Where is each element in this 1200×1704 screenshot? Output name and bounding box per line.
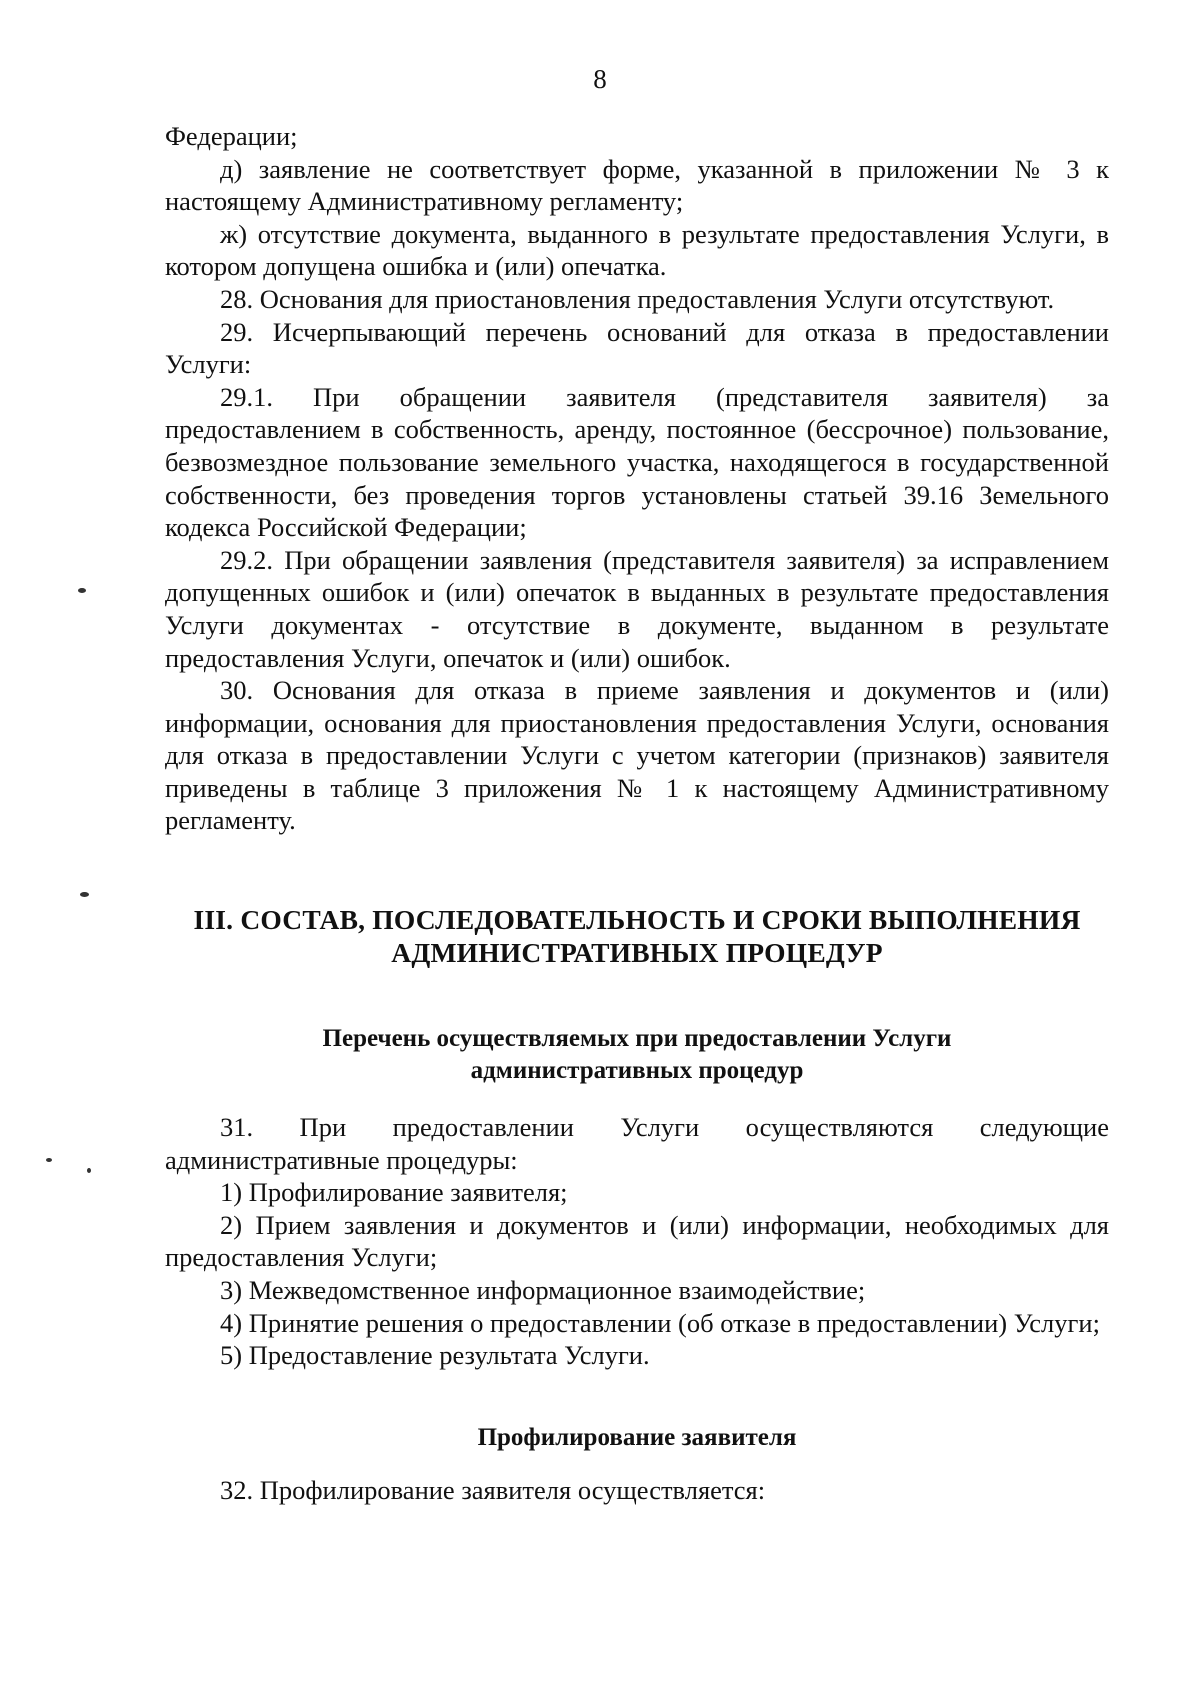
paragraph-29: 29. Исчерпывающий перечень оснований для отказа в предоставлении Услуги: <box>165 316 1109 380</box>
list-item: 3) Межведомственное информационное взаимодействие; <box>220 1275 866 1306</box>
section-title-line1: III. СОСТАВ, ПОСЛЕДОВАТЕЛЬНОСТЬ И СРОКИ ВЫПОЛНЕНИЯ <box>193 904 1081 936</box>
paragraph-federation: Федерации; <box>165 121 298 151</box>
paragraph-32: 32. Профилирование заявителя осуществляется: <box>220 1474 766 1505</box>
list-item: 5) Предоставление результата Услуги. <box>220 1340 650 1371</box>
list-item: 2) Прием заявления и документов и (или) информации, необходимых для предоставления Услуги; <box>165 1209 1109 1273</box>
paragraph-28: 28. Основания для приостановления предоставления Услуги отсутствуют. <box>220 283 1055 314</box>
scan-speck <box>80 892 89 897</box>
subsection-title-line1: Перечень осуществляемых при предоставлении Услуги <box>322 1025 952 1053</box>
page-number: 8 <box>593 64 607 94</box>
paragraph-31: 31. При предоставлении Услуги осуществляются следующие административные процедуры: <box>165 1112 1109 1175</box>
scan-speck <box>78 588 86 593</box>
paragraph-item-d: д) заявление не соответствует форме, указанной в приложении № 3 к настоящему Административному регламенту; <box>165 153 1109 217</box>
paragraph-30: 30. Основания для отказа в приеме заявления и документов и (или) информации, основания для приостановления предоставления Услуги, основания для отказа в предоставлении Услуги с учетом категории (признаков) заявителя приведены в таблице 3 приложения № 1 к настоящему Административному регламенту. <box>165 675 1109 836</box>
paragraph-29-2: 29.2. При обращении заявления (представителя заявителя) за исправлением допущенных ошибок и (или) опечаток в выданных в результате предоставления Услуги документах - отсутствие в документе, выданном в результате предоставления Услуги, опечаток и (или) ошибок. <box>165 544 1109 673</box>
list-item: 4) Принятие решения о предоставлении (об отказе в предоставлении) Услуги; <box>220 1307 1100 1338</box>
document-body <box>165 120 1109 1506</box>
list-item: 1) Профилирование заявителя; <box>220 1177 568 1208</box>
subsection-title-line2: административных процедур <box>470 1057 804 1085</box>
scan-speck <box>46 1158 52 1162</box>
paragraph-item-zh: ж) отсутствие документа, выданного в результате предоставления Услуги, в котором допущена ошибка и (или) опечатка. <box>165 218 1109 282</box>
subsection2-title: Профилирование заявителя <box>477 1423 797 1451</box>
paragraph-29-1: 29.1. При обращении заявителя (представителя заявителя) за предоставлением в собственность, аренду, постоянное (бессрочное) пользование, безвозмездное пользование земельного участка, находящегося в государственной собственности, без проведения торгов установлены статьей 39.16 Земельного кодекса Российской Федерации; <box>165 381 1109 543</box>
section-title-line2: АДМИНИСТРАТИВНЫХ ПРОЦЕДУР <box>391 937 883 969</box>
scan-speck <box>87 1168 91 1173</box>
